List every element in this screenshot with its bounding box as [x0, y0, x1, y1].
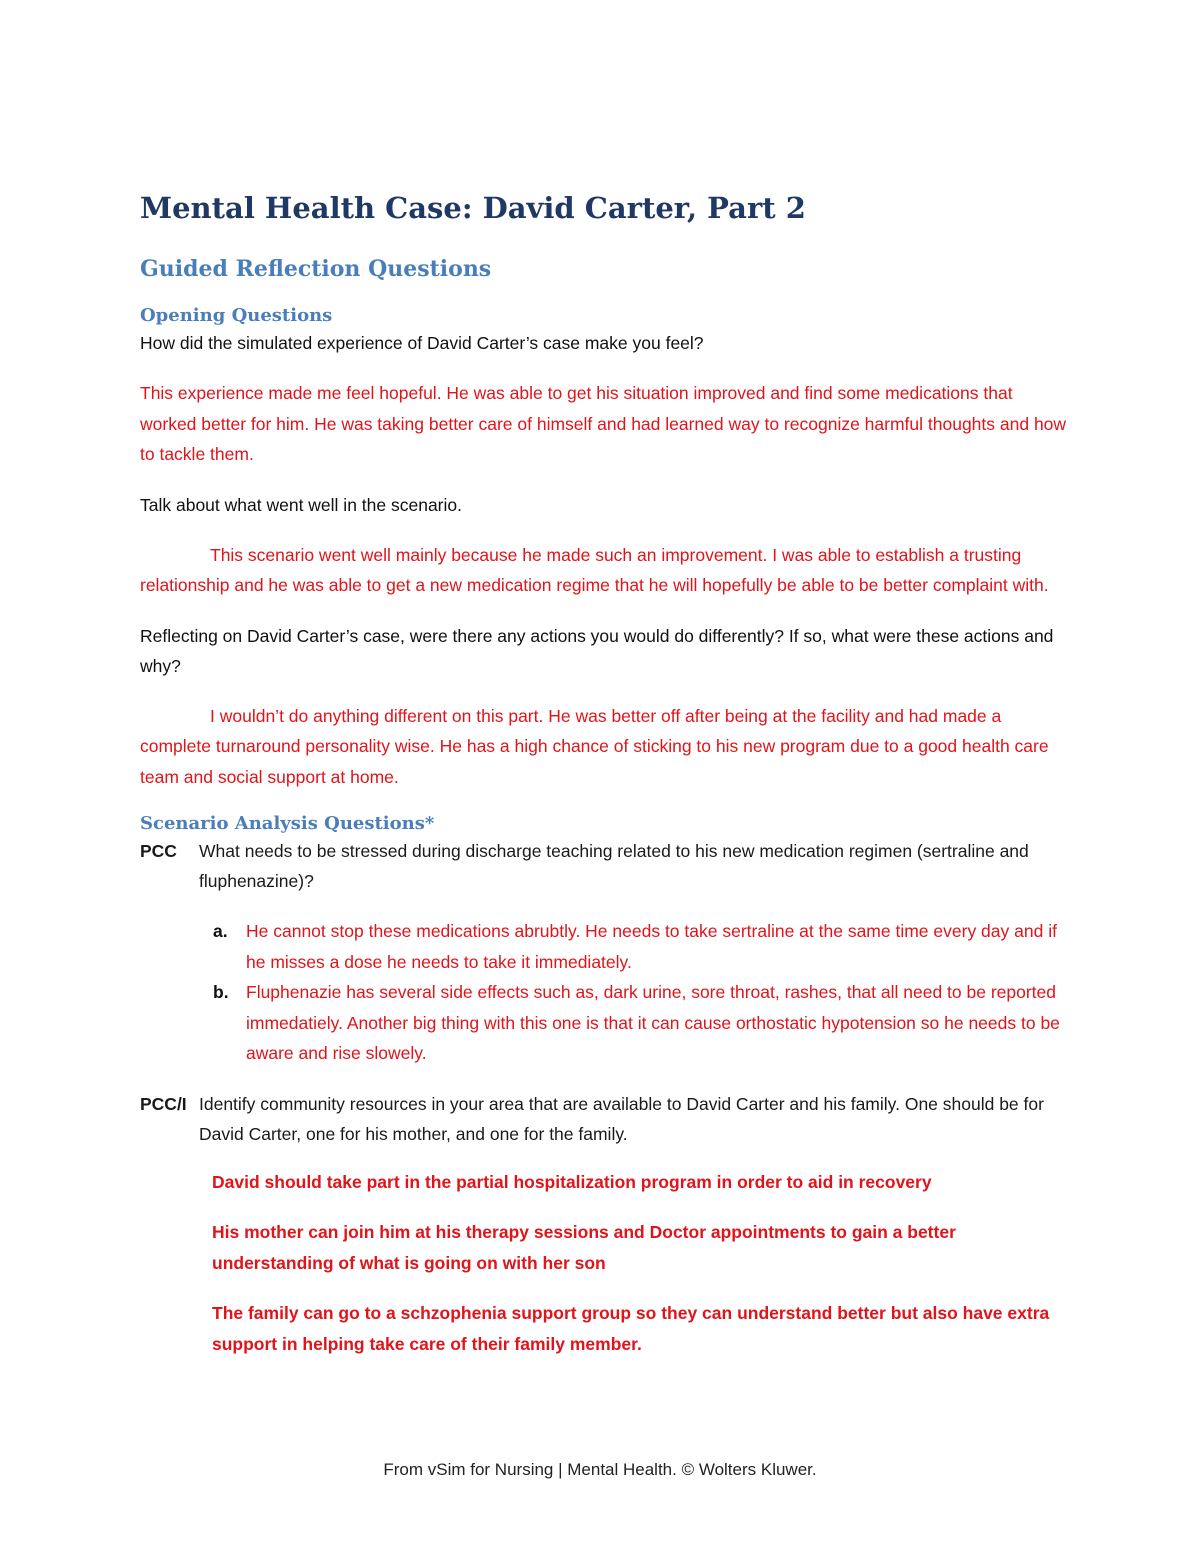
list-item [213, 916, 1070, 977]
list-item-text: He cannot stop these medications abrubtly. He needs to take sertraline at the same time every day and if he misses a dose he needs to take it immediately. [246, 921, 1057, 972]
pcc-question-text: What needs to be stressed during discharge teaching related to his new medication regimen (sertraline and fluphenazine)? [199, 841, 1029, 891]
page-footer: From vSim for Nursing | Mental Health. © Wolters Kluwer. [383, 1460, 817, 1479]
response-family: The family can go to a schzophenia support group so they can understand better but also have extra support in helping take care of their family member. [212, 1303, 1050, 1354]
answer-differently: I wouldn’t do anything different on this part. He was better off after being at the facility and had made a complete turnaround personality wise. He has a high chance of sticking to his new program due to a good health care team and social support at home. [140, 705, 1049, 787]
answer-feel: This experience made me feel hopeful. He was able to get his situation improved and find some medications that worked better for him. He was taking better care of himself and had learned way to recognize harmful thoughts and how to tackle them. [140, 383, 1067, 464]
pcci-question-text: Identify community resources in your area that are available to David Carter and his family. One should be for David Carter, one for his mother, and one for the family. [199, 1093, 1044, 1144]
scenario-analysis-heading: Scenario Analysis Questions* [140, 813, 435, 834]
answer-went-well: This scenario went well mainly because he made such an improvement. I was able to establish a trusting relationship and he was able to get a new medication regime that he will hopefully be able to be better complaint with. [140, 544, 1049, 595]
document-content [140, 188, 1070, 1359]
response-mother: His mother can join him at his therapy sessions and Doctor appointments to gain a better understanding of what is going on with her son [212, 1222, 956, 1273]
pcc-code-label: PCC [140, 841, 177, 861]
question-feel: How did the simulated experience of David Carter’s case make you feel? [140, 333, 704, 353]
question-went-well: Talk about what went well in the scenario. [140, 494, 462, 515]
page-subtitle: Guided Reflection Questions [140, 256, 492, 282]
question-differently: Reflecting on David Carter’s case, were there any actions you would do differently? If so, what were these actions and why? [140, 625, 1054, 676]
pcci-code-label: PCC/I [140, 1093, 187, 1114]
list-item-text: Fluphenazie has several side effects such as, dark urine, sore throat, rashes, that all need to be reported immedatiely. Another big thing with this one is that it can cause orthostatic hypotension so he needs to be aware and rise slowely. [246, 982, 1060, 1063]
page-title: Mental Health Case: David Carter, Part 2 [140, 191, 806, 225]
list-item [213, 977, 1070, 1069]
list-marker: a. [213, 921, 228, 941]
pcci-question-row [140, 1089, 1070, 1149]
pcc-question-row [140, 836, 1070, 896]
opening-questions-heading: Opening Questions [140, 305, 333, 326]
list-marker: b. [213, 982, 229, 1002]
pcci-responses [212, 1167, 1070, 1360]
pcc-answer-list [213, 916, 1070, 1069]
response-david: David should take part in the partial hospitalization program in order to aid in recovery [212, 1171, 932, 1192]
